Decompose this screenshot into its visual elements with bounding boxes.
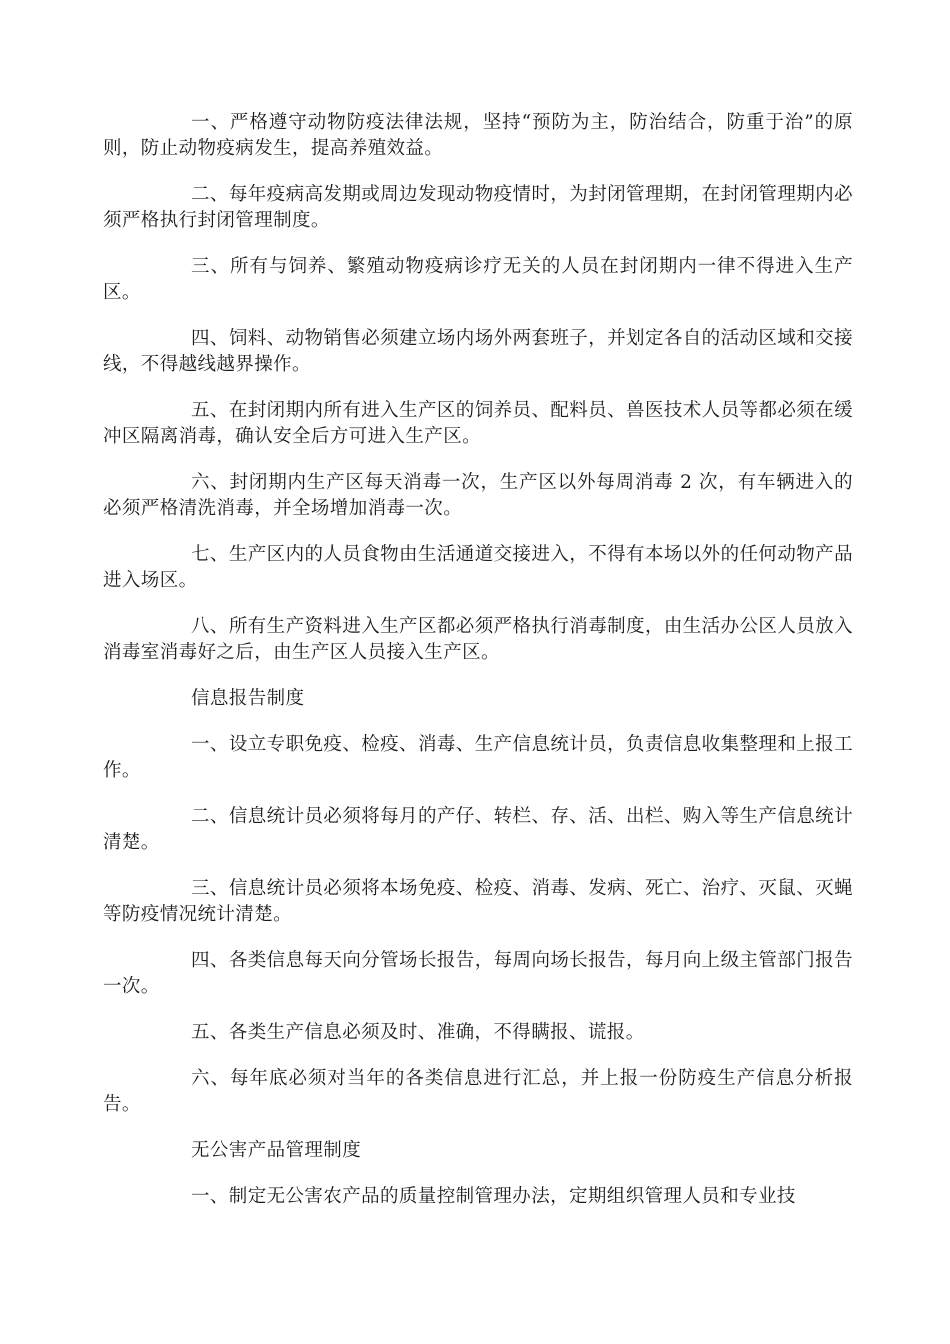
pollution-paragraph-1: 一、制定无公害农产品的质量控制管理办法，定期组织管理人员和专业技 — [191, 1186, 796, 1207]
paragraph-7: 七、生产区内的人员食物由生活通道交接进入，不得有本场以外的任何动物产品进入场区。 — [103, 544, 853, 591]
document-body — [103, 110, 853, 1230]
paragraph-6: 六、封闭期内生产区每天消毒一次，生产区以外每周消毒 2 次，有车辆进入的必须严格清洗消毒，并全场增加消毒一次。 — [103, 472, 853, 519]
info-paragraph-5: 五、各类生产信息必须及时、准确，不得瞒报、谎报。 — [191, 1022, 645, 1043]
info-paragraph-6: 六、每年底必须对当年的各类信息进行汇总，并上报一份防疫生产信息分析报告。 — [103, 1068, 853, 1115]
paragraph-3: 三、所有与饲养、繁殖动物疫病诊疗无关的人员在封闭期内一律不得进入生产区。 — [103, 256, 853, 303]
info-paragraph-4: 四、各类信息每天向分管场长报告，每周向场长报告，每月向上级主管部门报告一次。 — [103, 950, 853, 997]
info-paragraph-1: 一、设立专职免疫、检疫、消毒、生产信息统计员，负责信息收集整理和上报工作。 — [103, 734, 853, 781]
info-paragraph-3: 三、信息统计员必须将本场免疫、检疫、消毒、发病、死亡、治疗、灭鼠、灭蝇等防疫情况统计清楚。 — [103, 878, 853, 925]
section-heading-pollution-free: 无公害产品管理制度 — [191, 1140, 362, 1161]
paragraph-2: 二、每年疫病高发期或周边发现动物疫情时，为封闭管理期，在封闭管理期内必须严格执行封闭管理制度。 — [103, 184, 853, 231]
section-heading-info-report: 信息报告制度 — [191, 688, 305, 709]
paragraph-4: 四、饲料、动物销售必须建立场内场外两套班子，并划定各自的活动区域和交接线，不得越线越界操作。 — [103, 328, 853, 375]
info-paragraph-2: 二、信息统计员必须将每月的产仔、转栏、存、活、出栏、购入等生产信息统计清楚。 — [103, 806, 853, 853]
paragraph-5: 五、在封闭期内所有进入生产区的饲养员、配料员、兽医技术人员等都必须在缓冲区隔离消毒，确认安全后方可进入生产区。 — [103, 400, 853, 447]
paragraph-8: 八、所有生产资料进入生产区都必须严格执行消毒制度，由生活办公区人员放入消毒室消毒好之后，由生产区人员接入生产区。 — [103, 616, 853, 663]
paragraph-1: 一、严格遵守动物防疫法律法规，坚持“预防为主，防治结合，防重于治”的原则，防止动物疫病发生，提高养殖效益。 — [103, 112, 853, 159]
